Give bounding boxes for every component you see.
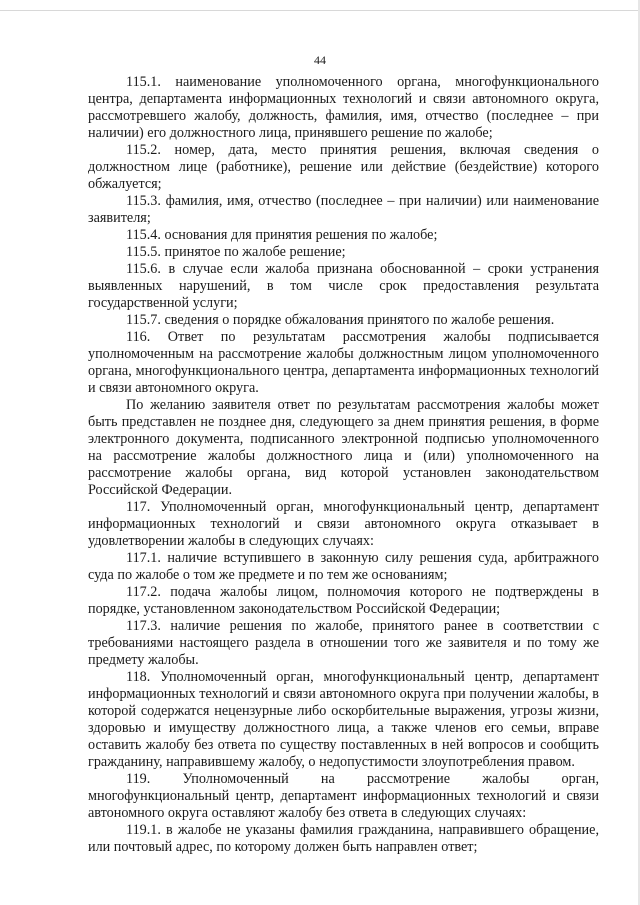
scan-border-line: [0, 10, 640, 11]
paragraph-115-2: 115.2. номер, дата, место принятия решения, включая сведения о должностном лице (работнике), решение или действие (бездействие) которого обжалуется;: [88, 142, 599, 192]
paragraph-119-1: 119.1. в жалобе не указаны фамилия гражданина, направившего обращение, или почтовый адрес, по которому должен быть направлен ответ;: [88, 822, 599, 855]
paragraph-118: 118. Уполномоченный орган, многофункциональный центр, департамент информационных технологий и связи автономного округа при получении жалобы, в которой содержатся нецензурные либо оскорбительные выражения, угрозы жизни, здоровью и имуществу должностного лица, а также членов его семьи, вправе оставить жалобу без ответа по существу поставленных в ней вопросов и сообщить гражданину, направившему жалобу, о недопустимости злоупотребления правом.: [88, 669, 599, 770]
paragraph-116-electronic-answer: По желанию заявителя ответ по результатам рассмотрения жалобы может быть представлен не позднее дня, следующего за днем принятия решения, в форме электронного документа, подписанного электронной подписью уполномоченного на рассмотрение жалобы должностного лица и (или) уполномоченного на рассмотрение жалобы органа, вид которой установлен законодательством Российской Федерации.: [88, 397, 599, 498]
paragraph-117: 117. Уполномоченный орган, многофункциональный центр, департамент информационных технологий и связи автономного округа отказывает в удовлетворении жалобы в следующих случаях:: [88, 499, 599, 549]
paragraph-117-1: 117.1. наличие вступившего в законную силу решения суда, арбитражного суда по жалобе о том же предмете и по тем же основаниям;: [88, 550, 599, 583]
paragraph-115-6: 115.6. в случае если жалоба признана обоснованной – сроки устранения выявленных нарушений, в том числе срок предоставления результата государственной услуги;: [88, 261, 599, 311]
paragraph-115-5: 115.5. принятое по жалобе решение;: [126, 244, 346, 260]
paragraph-117-2: 117.2. подача жалобы лицом, полномочия которого не подтверждены в порядке, установленном законодательством Российской Федерации;: [88, 584, 599, 617]
paragraph-115-1: 115.1. наименование уполномоченного органа, многофункционального центра, департамента информационных технологий и связи автономного округа, рассмотревшего жалобу, должность, фамилия, имя, отчество (последнее – при наличии) его должностного лица, принявшего решение по жалобе;: [88, 74, 599, 141]
paragraph-119: 119. Уполномоченный на рассмотрение жалобы орган, многофункциональный центр, департамент информационных технологий и связи автономного округа оставляют жалобу без ответа в следующих случаях:: [88, 771, 599, 821]
paragraph-115-7: 115.7. сведения о порядке обжалования принятого по жалобе решения.: [126, 312, 555, 328]
paragraph-117-3: 117.3. наличие решения по жалобе, принятого ранее в соответствии с требованиями настоящего раздела в отношении того же заявителя и по тому же предмету жалобы.: [88, 618, 599, 668]
paragraph-116: 116. Ответ по результатам рассмотрения жалобы подписывается уполномоченным на рассмотрение жалобы должностным лицом уполномоченного органа, многофункционального центра, департамента информационных технологий и связи автономного округа.: [88, 329, 599, 396]
paragraph-115-3: 115.3. фамилия, имя, отчество (последнее – при наличии) или наименование заявителя;: [88, 193, 599, 226]
document-body: [88, 74, 599, 856]
page-number: 44: [314, 53, 326, 67]
paragraph-115-4: 115.4. основания для принятия решения по жалобе;: [126, 227, 438, 243]
